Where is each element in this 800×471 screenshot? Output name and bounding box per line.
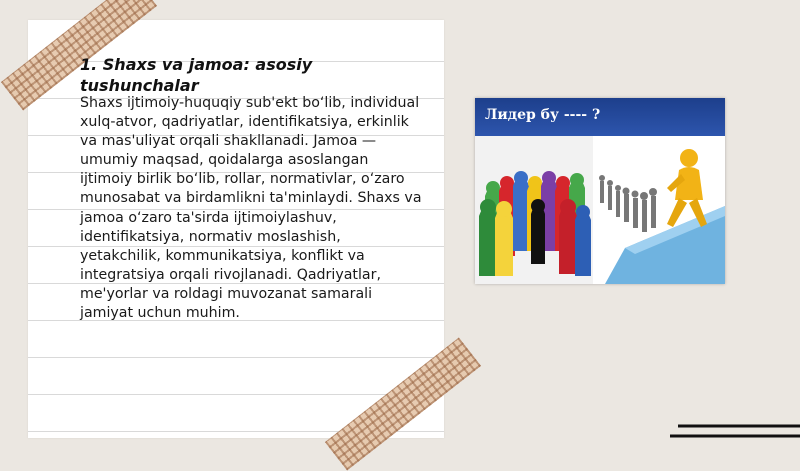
illustration-caption: Лидер бу ---- ? [485,107,601,123]
leader-illustration [475,98,725,284]
illustration-header [475,98,725,136]
slide-title: 1. Shaxs va jamoa: asosiy tushunchalar [80,55,313,95]
slide-body-text: Shaxs ijtimoiy-huquqiy sub'ekt bo‘lib, individual xulq-atvor, qadriyatlar, identifikatsiya, erkinlik va mas'uliyat orqali shakllanadi. Jamoa — umumiy maqsad, qoidalarga asoslangan ijtimoiy birlik bo‘lib, rollar, normativlar, o‘zaro munosabat va birdamlikni ta'minlaydi. Shaxs va jamoa o‘zaro ta'sirda ijtimoiylashuv, identifikatsiya, normativ moslashish, yetakchilik, kommunikatsiya, konflikt va integratsiya orqali rivojlanadi. Qadriyatlar, me'yorlar va roldagi muvozanat samarali jamiyat uchun muhim. [80,95,422,322]
decorative-lines [670,420,800,450]
crowd-and-leader-picture [475,136,725,284]
